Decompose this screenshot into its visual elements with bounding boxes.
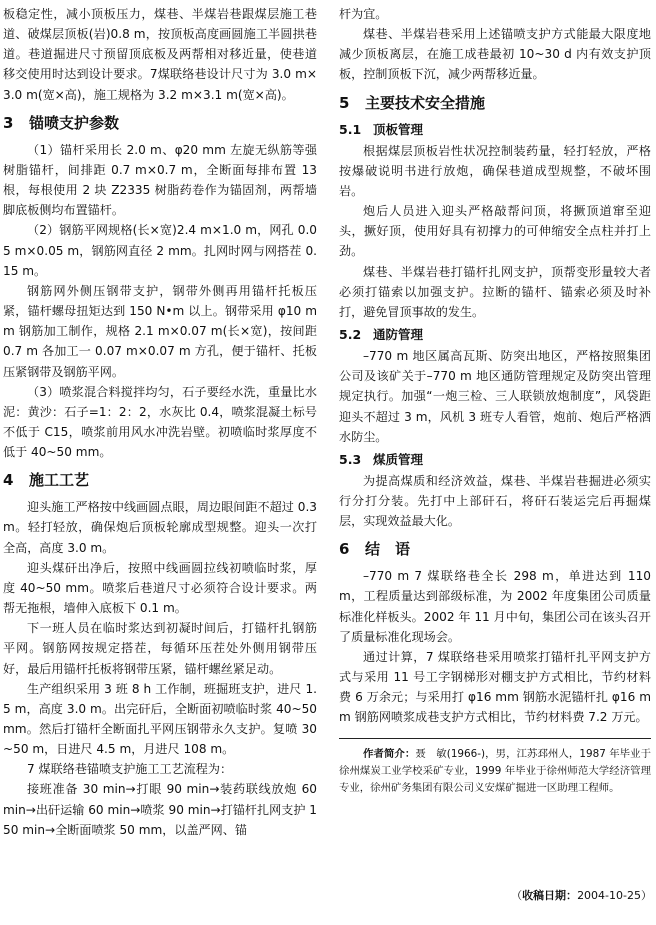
subsection-title: 通防管理	[373, 327, 424, 343]
paragraph: –770 m 地区属高瓦斯、防突出地区，严格按照集团公司及该矿关于–770 m 地区通防管理规定及防突出管理规定执行。加强“一炮三检、三人联锁放炮制度”，风袋距迎头不超过 3 m，风机 3 班专人看管，炮前、炮后严格洒水防尘。	[339, 349, 651, 444]
section-number: 5	[339, 93, 350, 112]
paragraph: 下一班人员在临时浆达到初凝时间后，打锚杆扎钢筋平网。钢筋网按规定搭茬，每循环压茬处外侧用钢带压好，最后用锚杆托板将钢带压紧，锚杆螺丝紧足动。	[3, 621, 317, 676]
paragraph: （3）喷浆混合料搅拌均匀，石子要经水洗，重量比水泥：黄沙：石子=1：2：2，水灰比 0.4，喷浆混凝土标号不低于 C15，喷浆前用风水冲洗岩壁。初喷临时浆厚度不低于 40~50 mm。	[3, 384, 317, 460]
subsection-number: 5.1	[339, 121, 362, 137]
author-bio	[339, 746, 651, 798]
subsection-title: 煤质管理	[373, 451, 424, 467]
section-5-heading	[339, 93, 651, 113]
section-title: 结 语	[365, 540, 411, 559]
process-flow-paragraph: 接班准备 30 min→打眼 90 min→装药联线放炮 60 min→出矸运输 60 min→喷浆 90 min→打锚杆扎网支护 150 min→全断面喷浆 50 mm，以盖严网、锚	[3, 782, 317, 837]
section-number: 6	[339, 540, 350, 559]
paragraph: 煤巷、半煤岩巷打锚杆扎网支护，顶帮变形量较大者必须打锚索以加强支护。拉断的锚杆、锚索必须及时补打，避免冒顶事故的发生。	[339, 264, 651, 319]
intro-paragraph: 板稳定性，减小顶板压力，煤巷、半煤岩巷跟煤层施工巷道、破煤层顶板(岩)0.8 m，按顶板高度画圆施工半圆拱巷道。巷道掘进尺寸预留顶底板及两帮相对移近量，使巷道移交使用时达到设计要求。7煤联络巷设计尺寸为 3.0 m×3.0 m(宽×高)，施工规格为 3.2 m×3.1 m(宽×高)。	[3, 7, 317, 102]
subsection-title: 顶板管理	[373, 121, 424, 137]
paragraph: 迎头煤矸出净后，按照中线画圆拉线初喷临时浆，厚度 40~50 mm。喷浆后巷道尺寸必须符合设计要求。两帮无拖根，墙伸入底板下 0.1 m。	[3, 560, 317, 616]
received-date: （收稿日期：2004-10-25）	[511, 889, 652, 902]
received-date-value: 2004-10-25	[577, 889, 641, 902]
right-column	[339, 4, 651, 797]
paragraph: –770 m 7 煤联络巷全长 298 m，单进达到 110 m，工程质量达到部级标准，为 2002 年度集团公司质量标准化样板头。2002 年 11 月中旬，集团公司在该头召开了质量标准化现场会。	[339, 569, 651, 644]
author-bio-text: 聂 敏(1966-)，男，江苏邳州人，1987 年毕业于徐州煤炭工业学校采矿专业，1999 年毕业于徐州师范大学经济管理专业，徐州矿务集团有限公司义安煤矿掘进一区助理工程师。	[339, 747, 652, 794]
paragraph: （1）锚杆采用长 2.0 m、φ20 mm 左旋无纵筋等强树脂锚杆，间排距 0.7 m×0.7 m，全断面每排布置 13 根，每根使用 2 块 Z2335 树脂药卷作为锚固剂，两帮墙脚底板侧均布置锚杆。	[3, 142, 317, 218]
received-date-label: 收稿日期：	[522, 889, 578, 902]
paragraph: 迎头施工严格按中线画圆点眼，周边眼间距不超过 0.3 m。轻打轻放，确保炮后顶板轮廓成型规整。迎头一次打全高，高度 3.0 m。	[3, 500, 317, 555]
section-title: 锚喷支护参数	[29, 113, 120, 132]
left-column	[3, 4, 317, 840]
paragraph: 钢筋网外侧压钢带支护，钢带外侧再用锚杆托板压紧，锚杆螺母扭矩达到 150 N•m 以上。钢带采用 φ10 mm 钢筋加工制作，规格 2.1 m×0.07 m(长×宽)，按间距 0.7 m 各加工一 0.07 m×0.07 m 方孔，便于锚杆、托板压紧钢带及钢筋平网。	[3, 283, 317, 379]
paragraph: 炮后人员进入迎头严格敲帮问顶，将撅顶道窜至迎头，撅好顶，使用好具有初撑力的可伸缩安全点柱并打上劲。	[339, 204, 651, 259]
section-6-heading	[339, 539, 651, 559]
section-title: 施工工艺	[29, 471, 90, 490]
section-3-heading	[3, 113, 317, 133]
paragraph: 为提高煤质和经济效益，煤巷、半煤岩巷掘进必须实行分打分装。先打中上部矸石，将矸石装运完后再掘煤层，实现效益最大化。	[339, 473, 651, 529]
subsection-5-2-heading	[339, 325, 651, 344]
paragraph: 7 煤联络巷锚喷支护施工工艺流程为：	[27, 762, 233, 777]
footnote-divider	[339, 738, 651, 739]
paragraph: 通过计算，7 煤联络巷采用喷浆打锚杆扎平网支护方式与采用 11 号工字钢梯形对棚支护方式相比，节约材料费 6 万余元；与采用打 φ16 mm 钢筋水泥锚杆扎 φ16 mm 钢筋网喷浆成巷支护方式相比，节约材料费 7.2 万元。	[339, 649, 651, 725]
subsection-number: 5.3	[339, 451, 362, 467]
subsection-number: 5.2	[339, 327, 362, 343]
paragraph: 煤巷、半煤岩巷采用上述锚喷支护方式能最大限度地减少顶板离层，在施工成巷最初 10~30 d 内有效支护顶板，控制顶板下沉，减少两帮移近量。	[339, 27, 651, 82]
section-title: 主要技术安全措施	[365, 93, 486, 112]
section-4-heading	[3, 470, 317, 490]
paragraph: 根据煤层顶板岩性状况控制装药量，轻打轻放，严格按爆破说明书进行放炮，确保巷道成型规整，不破坏围岩。	[339, 143, 651, 198]
author-bio-label: 作者简介：	[363, 747, 416, 760]
paragraph: 生产组织采用 3 班 8 h 工作制，班掘班支护，进尺 1.5 m，高度 3.0 m。出完矸后，全断面初喷临时浆 40~50 mm。然后打锚杆全断面扎平网压钢带永久支护。复喷 30~50 m，日进尺 4.5 m，月进尺 108 m。	[3, 681, 317, 757]
subsection-5-3-heading	[339, 450, 651, 469]
section-number: 3	[3, 113, 14, 132]
continuation-text: 杆为宜。	[339, 7, 388, 21]
subsection-5-1-heading	[339, 120, 651, 139]
paragraph: （2）钢筋平网规格(长×宽)2.4 m×1.0 m，网孔 0.05 m×0.05 m，钢筋网直径 2 mm。扎网时网与网搭茬 0.15 m。	[3, 223, 317, 278]
section-number: 4	[3, 471, 14, 490]
